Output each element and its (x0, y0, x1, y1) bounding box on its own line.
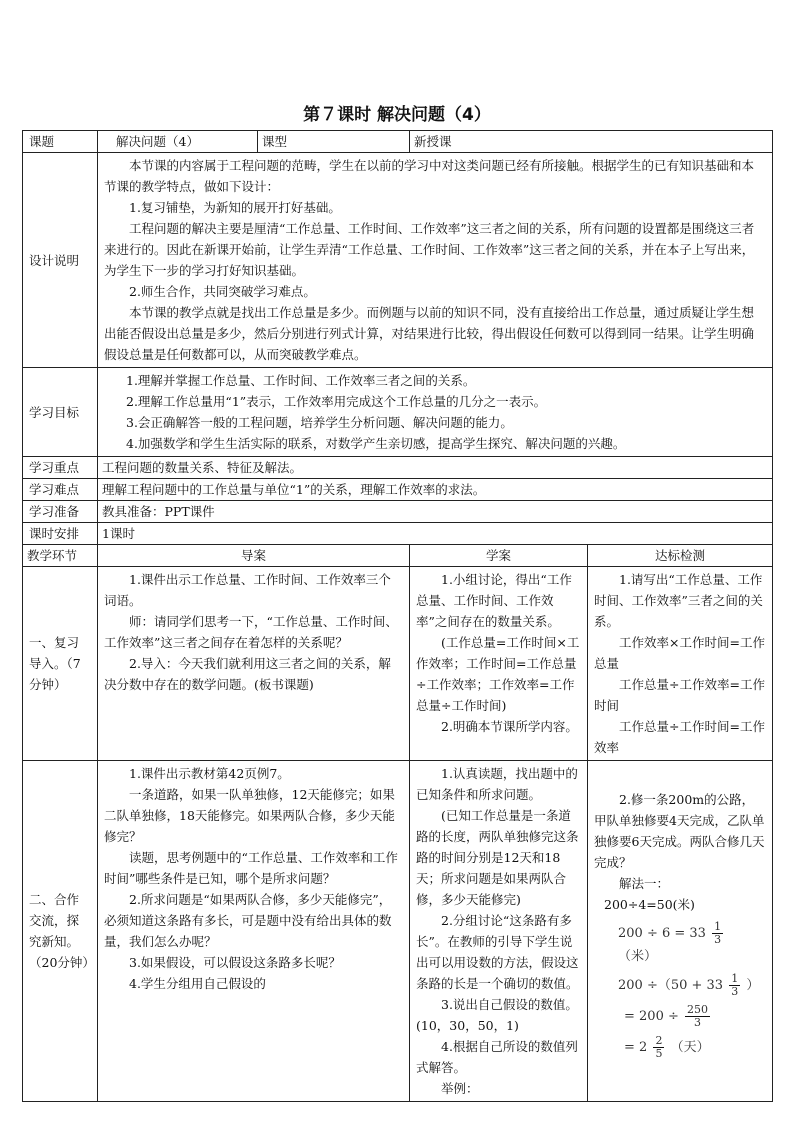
goals-row (23, 368, 773, 457)
study-header: 学案 (410, 545, 588, 567)
math-line-3 (624, 1004, 766, 1029)
math-text: = 200 ÷ (624, 1009, 679, 1024)
key-point-value: 工程问题的数量关系、特征及解法。 (98, 457, 773, 479)
key-point-row (23, 457, 773, 479)
guide-header: 导案 (98, 545, 410, 567)
guide-paragraph: 2.所求问题是“如果两队合修，多少天能修完”，必须知道这条路有多长，可是题中没有给出具体的数量，我们怎么办呢？ (104, 892, 392, 949)
check-line: 工作总量÷工作效率=工作时间 (594, 677, 765, 713)
section2-guide (98, 761, 410, 1102)
solution-step: 200÷4=50(米) (604, 897, 695, 912)
goal-item: 3.会正确解答一般的工程问题，培养学生分析问题、解决问题的能力。 (126, 415, 513, 430)
goals-label: 学习目标 (23, 368, 98, 457)
type-value: 新授课 (410, 131, 773, 153)
goal-item: 4.加强数学和学生生活实际的联系，对数学产生亲切感，提高学生探究、解决问题的兴趣。 (126, 436, 626, 451)
key-point-label: 学习重点 (23, 457, 98, 479)
goal-item: 1.理解并掌握工作总量、工作时间、工作效率三者之间的关系。 (126, 373, 476, 388)
topic-row (23, 131, 773, 153)
prep-label: 学习准备 (23, 501, 98, 523)
study-paragraph: 2.明确本节课所学内容。 (441, 719, 578, 734)
guide-paragraph: 师：请同学们思考一下，“工作总量、工作时间、工作效率”这三者之间存在着怎样的关系呢？ (104, 614, 398, 650)
study-paragraph: 3.说出自己假设的数值。(10，30，50，1) (416, 997, 578, 1033)
fraction: $\frac{250}{3}$ (687, 1003, 709, 1029)
guide-paragraph: 1.课件出示工作总量、工作时间、工作效率三个词语。 (104, 572, 391, 608)
design-label: 设计说明 (23, 153, 98, 368)
math-text: 200 ÷ 6 = 33 (618, 926, 706, 941)
section2-study (410, 761, 588, 1102)
check-intro: 1.请写出“工作总量、工作时间、工作效率”三者之间的关系。 (594, 572, 763, 629)
difficulty-label: 学习难点 (23, 479, 98, 501)
study-paragraph: 2.分组讨论“这条路有多长”。在教师的引导下学生说出可以用设数的方法，假设这条路的长是一个确切的数值。 (416, 913, 579, 991)
difficulty-value: 理解工程问题中的工作总量与单位“1”的关系，理解工作效率的求法。 (98, 479, 773, 501)
stage-header: 教学环节 (23, 545, 98, 567)
guide-paragraph: 一条道路，如果一队单独修，12天能修完；如果二队单独修，18天能修完。如果两队合修，多少天能修完？ (104, 787, 395, 844)
design-paragraph: 2.师生合作，共同突破学习难点。 (129, 284, 316, 299)
guide-paragraph: 3.如果假设，可以假设这条路多长呢？ (129, 955, 341, 970)
design-paragraph: 1.复习铺垫，为新知的展开打好基础。 (129, 200, 341, 215)
schedule-label: 课时安排 (23, 523, 98, 545)
math-line-2 (618, 973, 766, 998)
prep-row (23, 501, 773, 523)
math-text: 200 ÷（50 + 33 (618, 978, 724, 993)
solution-label: 解法一： (619, 876, 670, 891)
section1-stage: 一、复习导入。（7分钟） (23, 567, 98, 761)
section1-row (23, 567, 773, 761)
prep-value: 教具准备：PPT课件 (98, 501, 773, 523)
fraction: $\frac{1}{3}$ (714, 920, 722, 946)
lesson-plan-table (22, 130, 773, 1102)
design-row (23, 153, 773, 368)
schedule-row (23, 523, 773, 545)
study-paragraph: (工作总量=工作时间×工作效率；工作时间=工作总量÷工作效率；工作效率=工作总量÷工作时间) (416, 635, 580, 713)
page-title: 第７课时 解决问题（4） (303, 105, 491, 125)
design-content (98, 153, 773, 368)
design-paragraph: 本节课的教学点就是找出工作总量是多少。而例题与以前的知识不同，没有直接给出工作总量，通过质疑让学生想出能否假设出总量是多少，然后分别进行列式计算，对结果进行比较，得出假设任何数可以得到同一结果。让学生明确假设总量是任何数都可以，从而突破教学难点。 (104, 305, 755, 362)
guide-paragraph: 读题，思考例题中的“工作总量、工作效率和工作时间”哪些条件是已知，哪个是所求问题？ (104, 850, 398, 886)
section2-row (23, 761, 773, 1102)
section2-stage: 二、合作交流，探究新知。（20分钟） (23, 761, 98, 1102)
difficulty-row (23, 479, 773, 501)
fraction: $\frac{1}{3}$ (731, 972, 739, 998)
study-paragraph: 举例： (441, 1081, 479, 1096)
section1-guide (98, 567, 410, 761)
study-paragraph: 1.小组讨论，得出“工作总量、工作时间、工作效率”之间存在的数量关系。 (416, 572, 572, 629)
study-paragraph: 4.根据自己所设的数值列式解答。 (416, 1039, 578, 1075)
study-paragraph: 1.认真读题，找出题中的已知条件和所求问题。 (416, 766, 578, 802)
guide-paragraph: 4.学生分组用自己假设的 (129, 976, 266, 991)
math-line-1 (618, 921, 766, 967)
study-paragraph: (已知工作总量是一条道路的长度，两队单独修完这条路的时间分别是12天和18天；所求问题是如果两队合修，多少天能修完) (416, 808, 579, 907)
goal-item: 2.理解工作总量用“1”表示，工作效率用完成这个工作总量的几分之一表示。 (126, 394, 547, 409)
schedule-value: 1课时 (98, 523, 773, 545)
design-paragraph: 工程问题的解决主要是厘清“工作总量、工作时间、工作效率”这三者之间的关系，所有问题的设置都是围绕这三者来进行的。因此在新课开始前，让学生弄清“工作总量、工作时间、工作效率”这三者之间的关系，并在本子上写出来，为学生下一步的学习打好知识基础。 (104, 221, 755, 278)
topic-label: 课题 (23, 131, 98, 153)
check-problem: 2.修一条200m的公路，甲队单独修要4天完成，乙队单独修要6天完成。两队合修几天完成？ (594, 792, 765, 870)
design-paragraph: 本节课的内容属于工程问题的范畴，学生在以前的学习中对这类问题已经有所接触。根据学生的已有知识基础和本节课的教学特点，做如下设计： (104, 158, 755, 194)
type-label: 课型 (258, 131, 410, 153)
guide-paragraph: 1.课件出示教材第42页例7。 (129, 766, 290, 781)
fraction: $\frac{2}{5}$ (655, 1034, 663, 1060)
goals-content (98, 368, 773, 457)
check-line: 工作效率×工作时间=工作总量 (594, 635, 765, 671)
math-text: = 2 (624, 1040, 648, 1055)
math-line-4 (624, 1035, 766, 1060)
check-header: 达标检测 (588, 545, 773, 567)
check-line: 工作总量÷工作时间=工作效率 (594, 719, 765, 755)
math-text: ） (746, 978, 760, 993)
math-text: （天） (670, 1040, 710, 1055)
section1-check (588, 567, 773, 761)
column-header-row (23, 545, 773, 567)
guide-paragraph: 2.导入：今天我们就利用这三者之间的关系，解决分数中存在的数学问题。(板书课题) (104, 656, 391, 692)
topic-value: 解决问题（4） (98, 131, 258, 153)
section2-check (588, 761, 773, 1102)
math-text: （米） (618, 949, 658, 964)
section1-study (410, 567, 588, 761)
